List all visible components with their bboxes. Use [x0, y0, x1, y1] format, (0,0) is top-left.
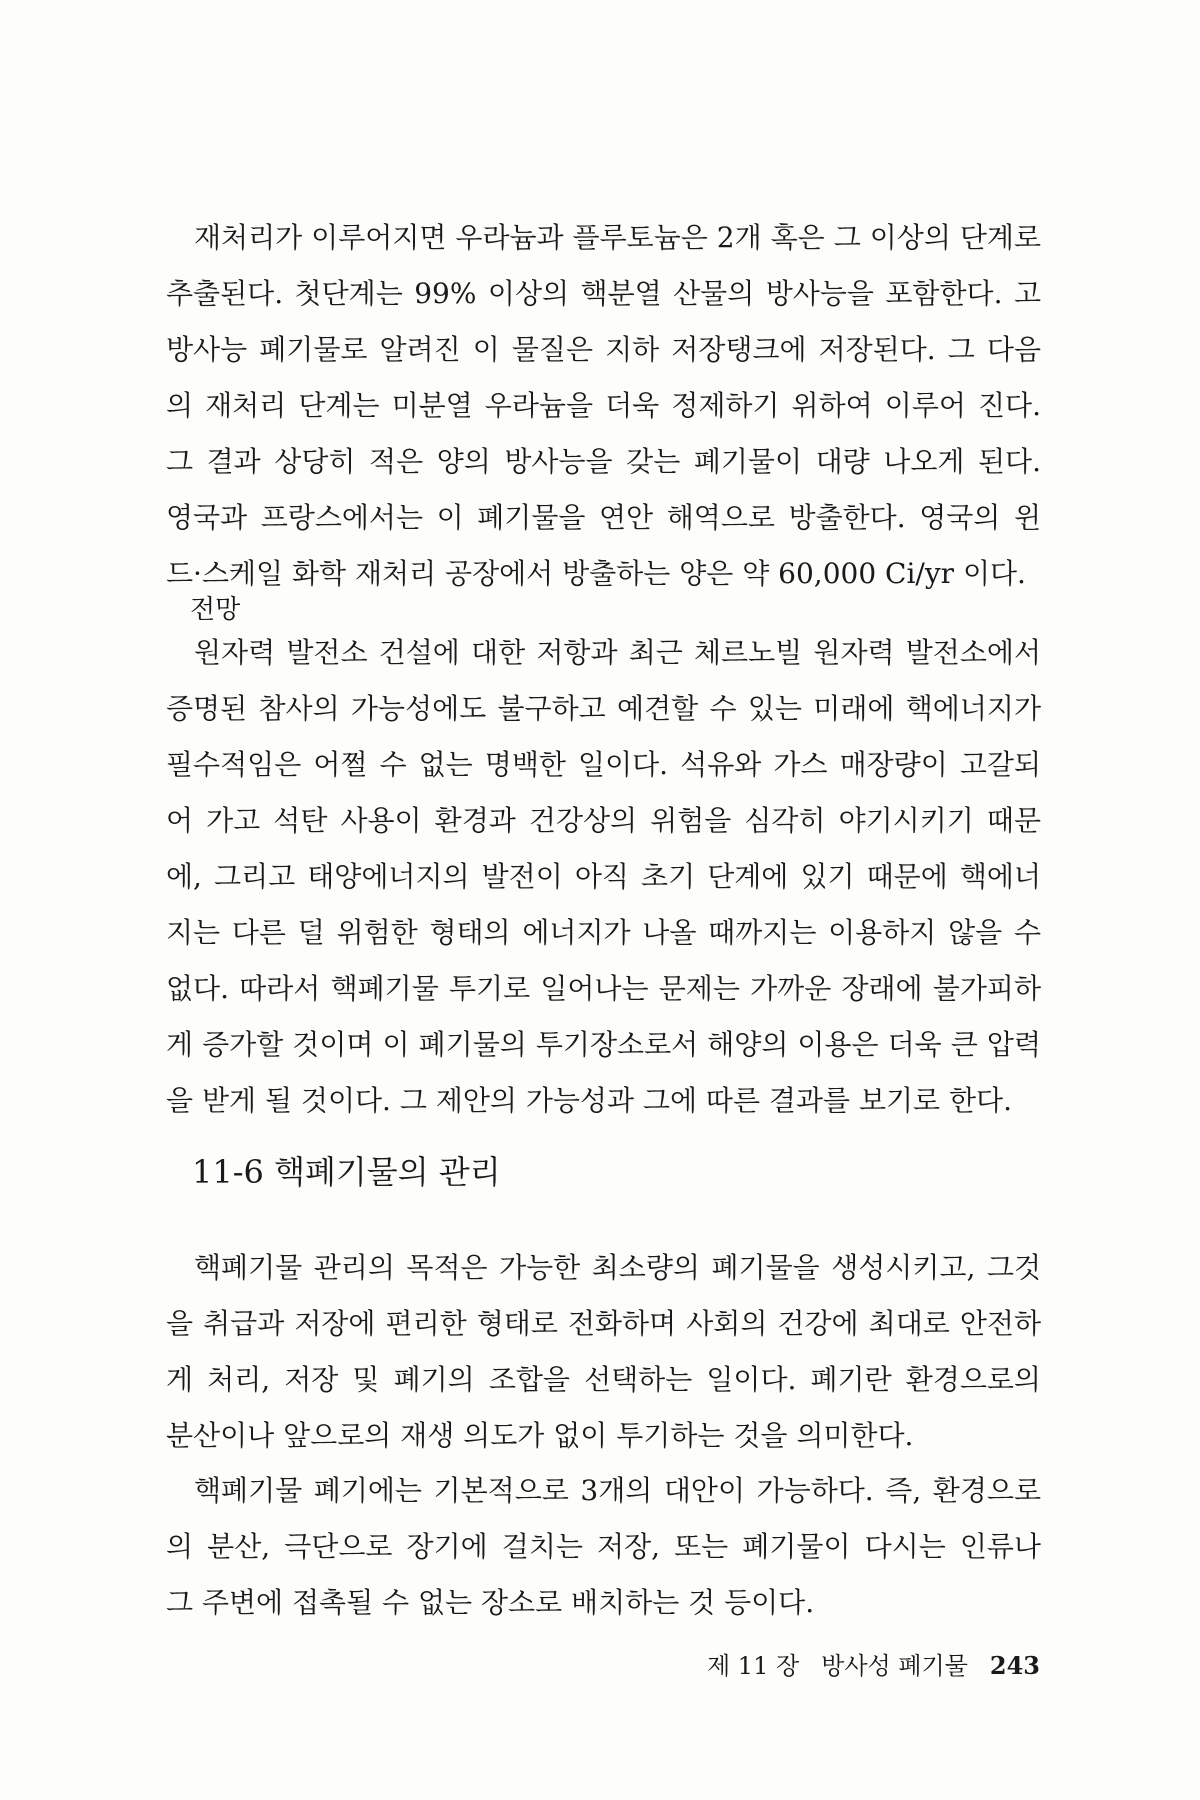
text-line: 분산이나 앞으로의 재생 의도가 없이 투기하는 것을 의미한다. [166, 1419, 914, 1452]
page-number: 243 [989, 1651, 1040, 1680]
text-line: 을 취급과 저장에 편리한 형태로 전화하며 사회의 건강에 최대로 안전하 [166, 1307, 1041, 1340]
section-heading: 11-6 핵폐기물의 관리 [192, 1153, 501, 1191]
text-line: 게 증가할 것이며 이 폐기물의 투기장소로서 해양의 이용은 더욱 큰 압력 [166, 1028, 1041, 1061]
page-footer [700, 1648, 1040, 1684]
paragraph-disposal-alternatives [166, 1463, 1041, 1631]
text-line: 어 가고 석탄 사용이 환경과 건강상의 위험을 심각히 야기시키기 때문 [166, 804, 1041, 837]
text-line: 방사능 폐기물로 알려진 이 물질은 지하 저장탱크에 저장된다. 그 다음 [166, 333, 1041, 366]
text-line: 없다. 따라서 핵폐기물 투기로 일어나는 문제는 가까운 장래에 불가피하 [166, 972, 1041, 1005]
text-line: 을 받게 될 것이다. 그 제안의 가능성과 그에 따른 결과를 보기로 한다. [166, 1084, 1013, 1117]
text-line: 재처리가 이루어지면 우라늄과 플루토늄은 2개 혹은 그 이상의 단계로 [194, 221, 1041, 254]
text-line: 추출된다. 첫단계는 99% 이상의 핵분열 산물의 방사능을 포함한다. 고 [166, 277, 1041, 310]
subheading-outlook: 전망 [190, 595, 241, 625]
text-line: 의 재처리 단계는 미분열 우라늄을 더욱 정제하기 위하여 이루어 진다. [166, 389, 1041, 422]
text-line: 그 결과 상당히 적은 양의 방사능을 갖는 폐기물이 대량 나오게 된다. [166, 445, 1041, 478]
chapter-label: 제 11 장 [706, 1652, 800, 1680]
paragraph-management-purpose [166, 1240, 1041, 1464]
text-line: 게 처리, 저장 및 폐기의 조합을 선택하는 일이다. 폐기란 환경으로의 [166, 1363, 1041, 1396]
paragraph-outlook [166, 625, 1041, 1129]
text-line: 필수적임은 어쩔 수 없는 명백한 일이다. 석유와 가스 매장량이 고갈되 [166, 748, 1041, 781]
text-line: 핵폐기물 관리의 목적은 가능한 최소량의 폐기물을 생성시키고, 그것 [194, 1251, 1041, 1284]
text-line: 지는 다른 덜 위험한 형태의 에너지가 나올 때까지는 이용하지 않을 수 [166, 916, 1041, 949]
text-line: 그 주변에 접촉될 수 없는 장소로 배치하는 것 등이다. [166, 1586, 815, 1619]
text-line: 증명된 참사의 가능성에도 불구하고 예견할 수 있는 미래에 핵에너지가 [166, 692, 1041, 725]
text-line: 영국과 프랑스에서는 이 폐기물을 연안 해역으로 방출한다. 영국의 윈 [166, 501, 1041, 534]
text-line: 원자력 발전소 건설에 대한 저항과 최근 체르노빌 원자력 발전소에서 [194, 636, 1041, 669]
chapter-title: 방사성 폐기물 [821, 1652, 968, 1680]
text-line: 드·스케일 화학 재처리 공장에서 방출하는 양은 약 60,000 Ci/yr 이다. [166, 557, 1026, 590]
text-line: 에, 그리고 태양에너지의 발전이 아직 초기 단계에 있기 때문에 핵에너 [166, 860, 1041, 893]
text-line: 핵폐기물 폐기에는 기본적으로 3개의 대안이 가능하다. 즉, 환경으로 [194, 1474, 1041, 1507]
text-line: 의 분산, 극단으로 장기에 걸치는 저장, 또는 폐기물이 다시는 인류나 [166, 1530, 1041, 1563]
paragraph-reprocessing [166, 210, 1041, 602]
